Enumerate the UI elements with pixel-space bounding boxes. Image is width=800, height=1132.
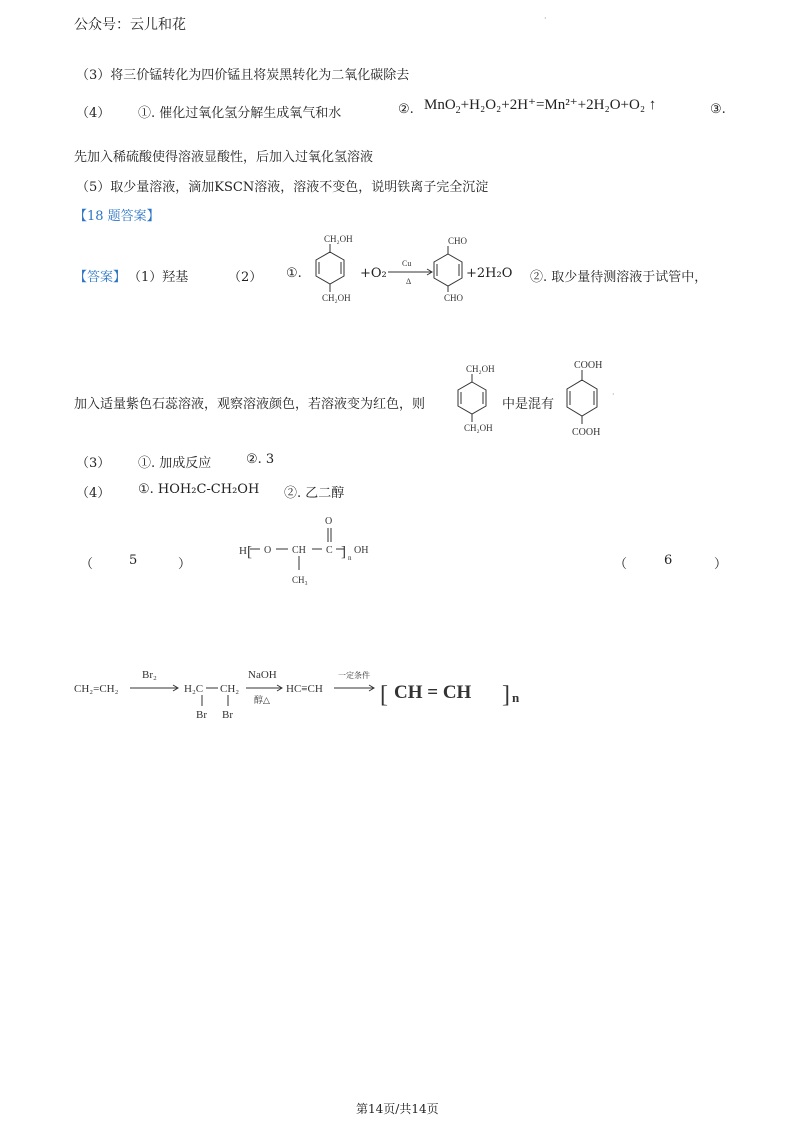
q17-part4-label: （4）	[76, 106, 111, 121]
q18-part3-2: ②. 3	[246, 452, 275, 467]
q18-part6-open: （	[614, 557, 628, 572]
poly-carbonyl-o-label: O	[325, 516, 333, 527]
acetylene-label: HC≡CH	[286, 683, 323, 695]
polyacetylene-synthesis-route	[72, 664, 542, 726]
cho-top-label: CHO	[448, 236, 468, 246]
benzenedimethanol-structure-2	[448, 360, 508, 434]
plus-2h2o: +2H₂O	[466, 266, 513, 281]
plus-o2: +O₂	[360, 266, 387, 281]
q18-part4-2: ②. 乙二醇	[284, 486, 345, 501]
br-left-label: Br	[196, 709, 207, 721]
polyacetylene-n-label: n	[512, 690, 520, 705]
poly-c-label: C	[326, 545, 333, 556]
polylactic-acid-structure	[236, 512, 376, 588]
ethylene-label: CH₂=CH₂	[74, 683, 119, 695]
header-title: 公众号：云儿和花	[74, 17, 186, 33]
q18-part6-number: 6	[664, 553, 673, 568]
q18-part5-close: ）	[178, 557, 192, 572]
ch2oh-top-label-2: CH₂OH	[466, 364, 495, 374]
ch2oh-bottom-label-2: CH₂OH	[464, 423, 493, 433]
q17-part5: （5）取少量溶液，滴加KSCN溶液，溶液不变色，说明铁离子完全沉淀	[76, 180, 489, 195]
q18-heading: 【18 题答案】	[74, 209, 160, 224]
naoh-label: NaOH	[248, 669, 277, 681]
q18-part4-1: ①. HOH₂C-CH₂OH	[138, 482, 260, 497]
benzenedimethanol-structure	[300, 230, 360, 304]
margin-dot: ·	[612, 390, 615, 399]
delta-label: Δ	[406, 277, 412, 286]
poly-oh-label: OH	[354, 545, 369, 556]
page-number: 第14页/共14页	[356, 1102, 439, 1116]
mixed-with-text: 中是混有	[502, 397, 555, 412]
equation-rest: +H₂O₂+2H⁺=Mn²⁺+2H₂O+O₂ ↑	[460, 97, 657, 113]
cooh-top-label: COOH	[574, 360, 603, 371]
q18-part5-open: （	[80, 557, 94, 572]
poly-ch3-label: CH₃	[292, 575, 308, 585]
poly-h-label: H	[239, 545, 247, 557]
polyacetylene-left-bracket: [	[380, 682, 388, 708]
poly-ch-label: CH	[292, 545, 306, 556]
poly-n-label: n	[348, 554, 352, 562]
header-dot: ·	[544, 14, 547, 23]
q18-part2-2: ②. 取少量待测溶液于试管中，	[530, 270, 708, 285]
br-right-label: Br	[222, 709, 233, 721]
poly-right-bracket: ]	[341, 544, 346, 560]
polyacetylene-right-bracket: ]	[502, 682, 510, 708]
br2-label: Br₂	[142, 669, 157, 681]
q17-part4-3: ③.	[710, 102, 726, 117]
alcohol-heat-label: 醇△	[254, 695, 270, 705]
ch2-label: CH₂	[220, 683, 240, 695]
answer-label: 【答案】	[74, 270, 127, 285]
condition-label: 一定条件	[338, 671, 370, 680]
q18-part4-label: （4）	[76, 486, 111, 501]
cu-label: Cu	[402, 259, 412, 268]
equation-mno2-h2o2: MnO$_2$+H₂O₂+2H⁺=Mn²⁺+2H₂O+O₂ ↑	[424, 97, 657, 116]
q18-part2-label: （2）	[228, 270, 263, 285]
q18-part1: （1）羟基	[128, 270, 189, 285]
cho-bottom-label: CHO	[444, 293, 464, 303]
ch2oh-top-label: CH₂OH	[324, 234, 353, 244]
poly-o-label: O	[264, 545, 272, 556]
litmus-sentence: 加入适量紫色石蕊溶液，观察溶液颜色，若溶液变为红色，则	[74, 397, 426, 412]
poly-left-bracket: [	[247, 544, 252, 560]
q18-part3-label: （3）	[76, 456, 111, 471]
q17-part4-1: ①. 催化过氧化氢分解生成氧气和水	[138, 106, 342, 121]
q17-part4-2: ②.	[398, 102, 414, 117]
q17-part4-3-text: 先加入稀硫酸使得溶液显酸性，后加入过氧化氢溶液	[74, 150, 374, 165]
polyacetylene-label: CH = CH	[394, 682, 472, 703]
cooh-bottom-label: COOH	[572, 427, 601, 438]
q18-part6-close: ）	[714, 557, 728, 572]
q18-part5-number: 5	[129, 553, 138, 568]
q18-part3-1: ①. 加成反应	[138, 456, 212, 471]
ch2oh-bottom-label: CH₂OH	[322, 293, 351, 303]
q18-part2-1: ①.	[286, 266, 302, 281]
equation-mno2: MnO	[424, 97, 456, 113]
q17-part3: （3）将三价锰转化为四价锰且将炭黑转化为二氧化碳除去	[76, 68, 410, 83]
h2c-label: H₂C	[184, 683, 204, 695]
terephthalic-acid-structure	[556, 356, 626, 438]
